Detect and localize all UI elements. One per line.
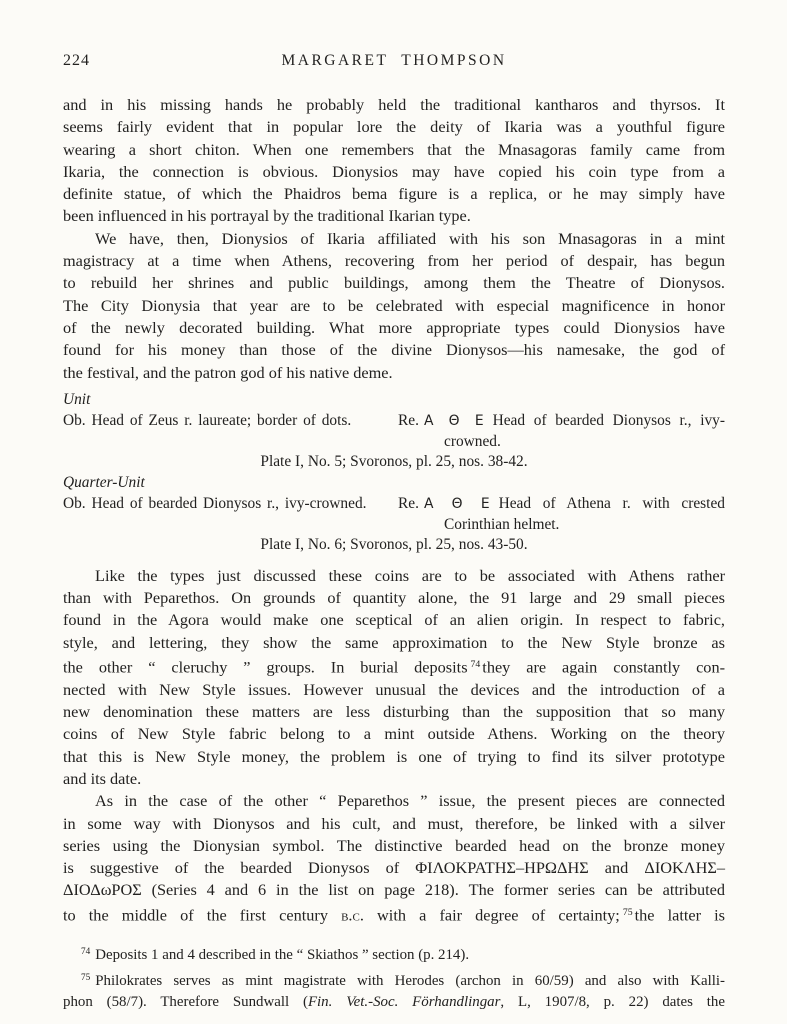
quarter-obverse-description: Ob. Head of bearded Dionysos r., ivy-crowned. xyxy=(63,495,367,513)
text-line: As in the case of the other “ Peparethos ” issue, the present pieces are connected xyxy=(95,791,725,811)
small-caps-bc: b.c. xyxy=(341,905,364,925)
footnote-reference-75: 75 xyxy=(622,906,633,918)
footnote-marker: 75 xyxy=(81,971,91,982)
unit-plate-reference: Plate I, No. 5; Svoronos, pl. 25, nos. 38-42. xyxy=(260,453,528,471)
text-line: to rebuild her shrines and public buildings, among them the Theatre of Dionysos. xyxy=(63,273,725,293)
coin-legend: A Θ E xyxy=(423,496,493,513)
text-line: of the newly decorated building. What more appropriate types could Dionysios have xyxy=(63,317,725,337)
text-line: style, and lettering, they show the same approximation to the New Style bronze as xyxy=(63,632,725,652)
footnote-reference-74: 74 xyxy=(470,659,481,671)
text-line: coins of New Style fabric belong to a mint outside Athens. Working on the theory xyxy=(63,724,725,744)
quarter-unit-entry xyxy=(63,494,725,535)
footnote-marker: 74 xyxy=(81,946,91,957)
text-line: and its date. xyxy=(63,768,142,788)
text-segment: with a fair degree of certainty; xyxy=(377,905,620,925)
text-line: wearing a short chiton. When one remembers that the Mnasagoras family came from xyxy=(63,139,725,159)
unit-entry xyxy=(63,411,725,452)
page-number: 224 xyxy=(63,52,90,69)
footnote-74 xyxy=(63,941,725,966)
unit-obverse-description: Ob. Head of Zeus r. laureate; border of dots. xyxy=(63,412,352,430)
text-line: nected with New Style issues. However unusual the devices and the introduction of a xyxy=(63,679,725,699)
text-line: We have, then, Dionysios of Ikaria affiliated with his son Mnasagoras in a mint xyxy=(95,228,725,248)
footnote-text: Deposits 1 and 4 described in the “ Skiathos ” section (p. 214). xyxy=(95,947,470,964)
text-line: is suggestive of the bearded Dionysos of ΦΙΛΟΚΡΑΤΗΣ–ΗΡΩΔΗΣ and ΔΙΟΚΛΗΣ– xyxy=(63,858,725,878)
text-line xyxy=(63,902,725,927)
quarter-plate-reference: Plate I, No. 6; Svoronos, pl. 25, nos. 43-50. xyxy=(260,536,528,554)
reverse-text: Head of Athena r. with crested xyxy=(498,495,725,513)
footnote-75-line-1 xyxy=(63,967,725,992)
coin-catalog xyxy=(63,390,725,556)
text-line: the festival, and the patron god of his native deme. xyxy=(63,362,393,382)
text-line: seems fairly evident that in popular lore the deity of Ikaria was a youthful figure xyxy=(63,117,725,137)
journal-title-italic: Fin. Vet.-Soc. Förhandlingar xyxy=(307,994,501,1011)
text-line: crowned. xyxy=(444,432,501,450)
text-segment: the latter is xyxy=(634,905,726,925)
reverse-label: Re. xyxy=(398,412,419,430)
text-line: new denomination these matters are less disturbing than the supposition that so many xyxy=(63,702,725,722)
text-line: Corinthian helmet. xyxy=(444,515,560,533)
text-line: definite statue, of which the Phaidros bema figure is a replica, or he may simply have xyxy=(63,184,725,204)
text-line: series using the Dionysian symbol. The distinctive bearded head on the bronze money xyxy=(63,835,725,855)
text-line: than with Peparethos. On grounds of quantity alone, the 91 large and 29 small pieces xyxy=(63,588,725,608)
unit-reverse-description xyxy=(398,411,725,452)
quarter-unit-heading: Quarter-Unit xyxy=(63,473,145,491)
text-line: been influenced in his portrayal by the traditional Ikarian type. xyxy=(63,206,471,226)
text-line: Like the types just discussed these coins are to be associated with Athens rather xyxy=(95,565,725,585)
reverse-label: Re. xyxy=(398,495,419,513)
text-segment: the other “ cleruchy ” groups. In burial deposits xyxy=(63,657,468,677)
paragraph-1 xyxy=(63,94,725,228)
text-line: in some way with Dionysos and his cult, and must, therefore, be linked with a silver xyxy=(63,813,725,833)
paragraph-4 xyxy=(63,790,725,926)
running-head: MARGARET THOMPSON xyxy=(281,52,507,69)
coin-legend: A Θ E xyxy=(423,413,487,430)
footnotes xyxy=(63,941,725,1013)
text-line: and in his missing hands he probably held the traditional kantharos and thyrsos. It xyxy=(63,95,725,114)
paragraph-2 xyxy=(63,228,725,384)
page-header xyxy=(63,50,725,72)
paragraph-3 xyxy=(63,565,725,790)
text-segment: to the middle of the first century xyxy=(63,905,328,925)
unit-heading: Unit xyxy=(63,390,91,408)
text-line: ΔΙΟΔωΡΟΣ (Series 4 and 6 in the list on page 218). The former series can be attributed xyxy=(63,880,725,900)
footnote-text: , L, 1907/8, p. 22) dates the xyxy=(500,994,725,1011)
text-segment: they are again constantly con- xyxy=(482,657,726,677)
text-line: found for his money than those of the divine Dionysos—his namesake, the god of xyxy=(63,340,725,360)
text-line: magistracy at a time when Athens, recovering from her period of despair, has begun xyxy=(63,251,725,271)
footnote-text: Philokrates serves as mint magistrate with Herodes (archon in 60/59) and also with Kalli- xyxy=(95,972,725,989)
footnote-text: phon (58/7). Therefore Sundwall ( xyxy=(63,994,308,1011)
text-line xyxy=(63,654,725,679)
text-line xyxy=(398,494,725,515)
text-line: The City Dionysia that year are to be celebrated with especial magnificence in honor xyxy=(63,295,725,315)
reverse-text: Head of bearded Dionysos r., ivy- xyxy=(492,412,725,430)
text-block xyxy=(63,94,725,926)
footnote-75-line-2 xyxy=(63,992,725,1013)
quarter-reverse-description xyxy=(398,494,725,535)
text-line xyxy=(398,411,725,432)
text-line: found in the Agora would make one sceptical of an alien origin. In respect to fabric, xyxy=(63,610,725,630)
text-line: that this is New Style money, the problem is one of trying to find its silver prototype xyxy=(63,746,725,766)
text-line: Ikaria, the connection is obvious. Dionysios may have copied his coin type from a xyxy=(63,161,725,181)
